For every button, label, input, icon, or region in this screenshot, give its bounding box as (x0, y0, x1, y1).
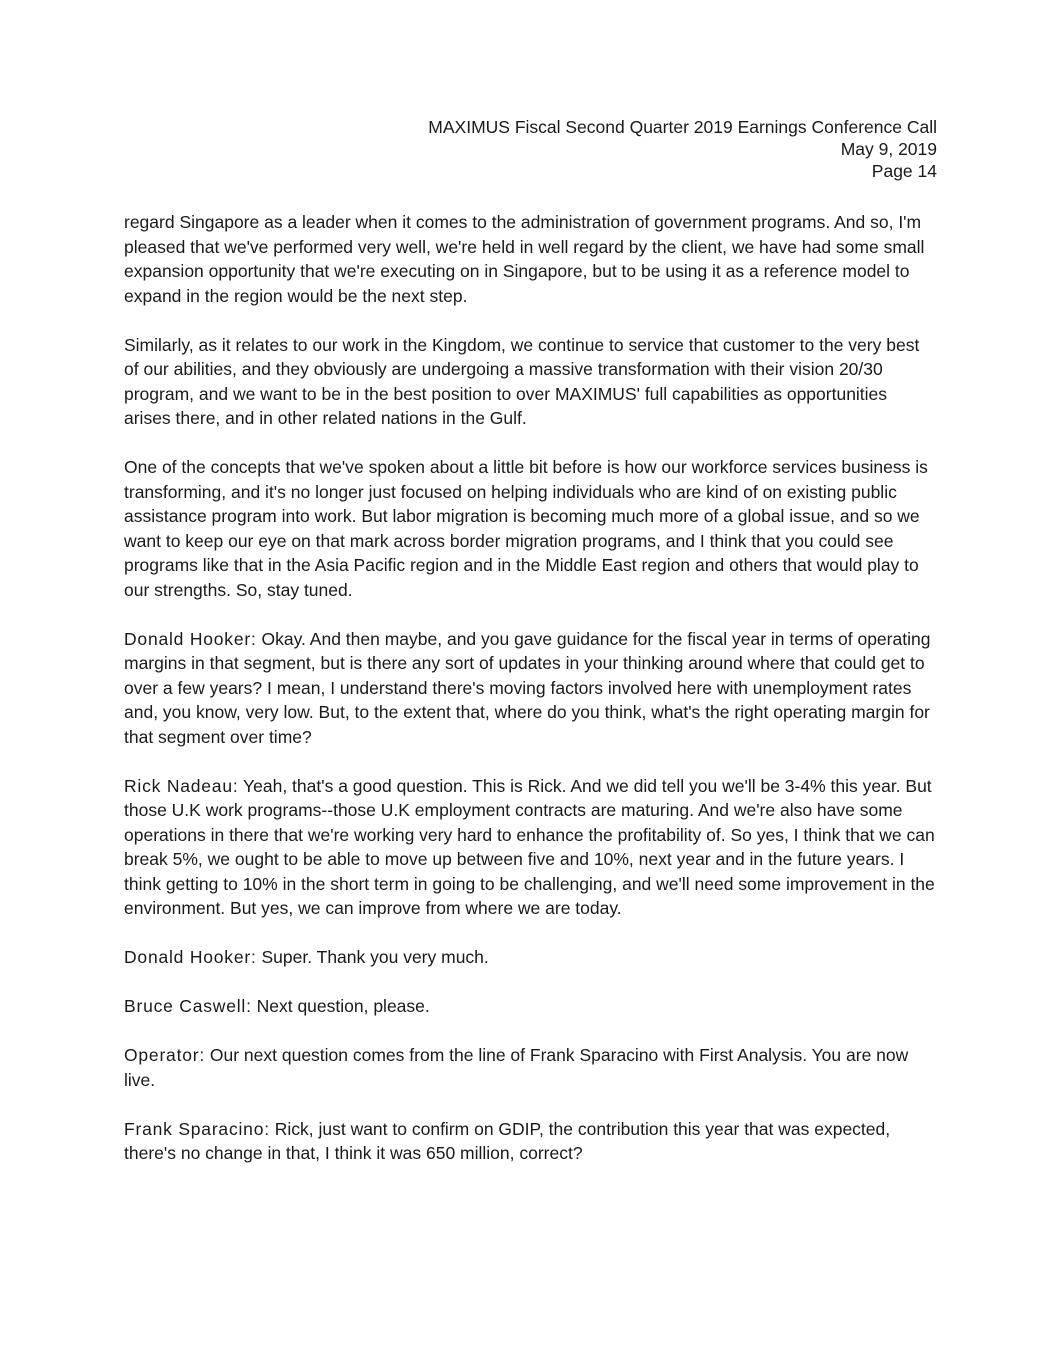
transcript-paragraph (124, 210, 937, 308)
speaker-name: Bruce Caswell: (124, 996, 252, 1016)
transcript-paragraph (124, 945, 937, 970)
paragraph-text: regard Singapore as a leader when it comes to the administration of government programs. And so, I'm pleased that we've performed very well, we're held in well regard by the client, we have had some small expansion opportunity that we're executing on in Singapore, but to be using it as a reference model to expand in the region would be the next step. (124, 212, 925, 306)
paragraph-text: Next question, please. (251, 996, 430, 1016)
speaker-name: Frank Sparacino: (124, 1118, 270, 1139)
header-page-number: Page 14 (871, 161, 937, 181)
transcript-body (124, 210, 937, 1166)
transcript-paragraph (124, 627, 937, 750)
speaker-name: Donald Hooker: (124, 628, 257, 649)
paragraph-text: Okay. And then maybe, and you gave guidance for the fiscal year in terms of operating margins in that segment, but is there any sort of updates in your thinking around where that could get to over a few years? I mean, I understand there's moving factors involved here with unemployment rates and, you know, very low. But, to the extent that, where do you think, what's the right operating margin for that segment over time? (124, 628, 931, 747)
transcript-paragraph (124, 994, 937, 1019)
paragraph-text: Yeah, that's a good question. This is Rick. And we did tell you we'll be 3-4% this year. But those U.K work programs--those U.K employment contracts are maturing. And we're also have some operations in there that we're working very hard to enhance the profitability of. So yes, I think that we can break 5%, we ought to be able to move up between five and 10%, next year and in the future years. I think getting to 10% in the short term in going to be challenging, and we'll need some improvement in the environment. But yes, we can improve from where we are today. (124, 775, 935, 918)
paragraph-text: One of the concepts that we've spoken about a little bit before is how our workforce services business is transforming, and it's no longer just focused on helping individuals who are kind of on existing public assistance program into work. But labor migration is becoming much more of a global issue, and so we want to keep our eye on that mark across border migration programs, and I think that you could see programs like that in the Asia Pacific region and in the Middle East region and others that would play to our strengths. So, stay tuned. (124, 457, 928, 600)
speaker-name: Donald Hooker: (124, 947, 257, 967)
paragraph-text: Super. Thank you very much. (256, 947, 489, 967)
transcript-paragraph (124, 1043, 937, 1092)
paragraph-text: Similarly, as it relates to our work in the Kingdom, we continue to service that customer to the very best of our abilities, and they obviously are undergoing a massive transformation with their vision 20/30 program, and we want to be in the best position to over MAXIMUS' full capabilities as opportunities arises there, and in other related nations in the Gulf. (124, 334, 920, 428)
transcript-paragraph (124, 774, 937, 921)
transcript-paragraph (124, 333, 937, 431)
header-title: MAXIMUS Fiscal Second Quarter 2019 Earnings Conference Call (428, 117, 937, 137)
speaker-name: Rick Nadeau: (124, 775, 239, 796)
page-header (124, 116, 937, 182)
paragraph-text: Our next question comes from the line of Frank Sparacino with First Analysis. You are now live. (124, 1045, 909, 1090)
paragraph-text: Rick, just want to confirm on GDIP, the contribution this year that was expected, there's no change in that, I think it was 650 million, correct? (124, 1118, 891, 1163)
header-date: May 9, 2019 (840, 139, 937, 159)
transcript-paragraph (124, 455, 937, 602)
transcript-paragraph (124, 1117, 937, 1166)
speaker-name: Operator: (124, 1045, 206, 1065)
